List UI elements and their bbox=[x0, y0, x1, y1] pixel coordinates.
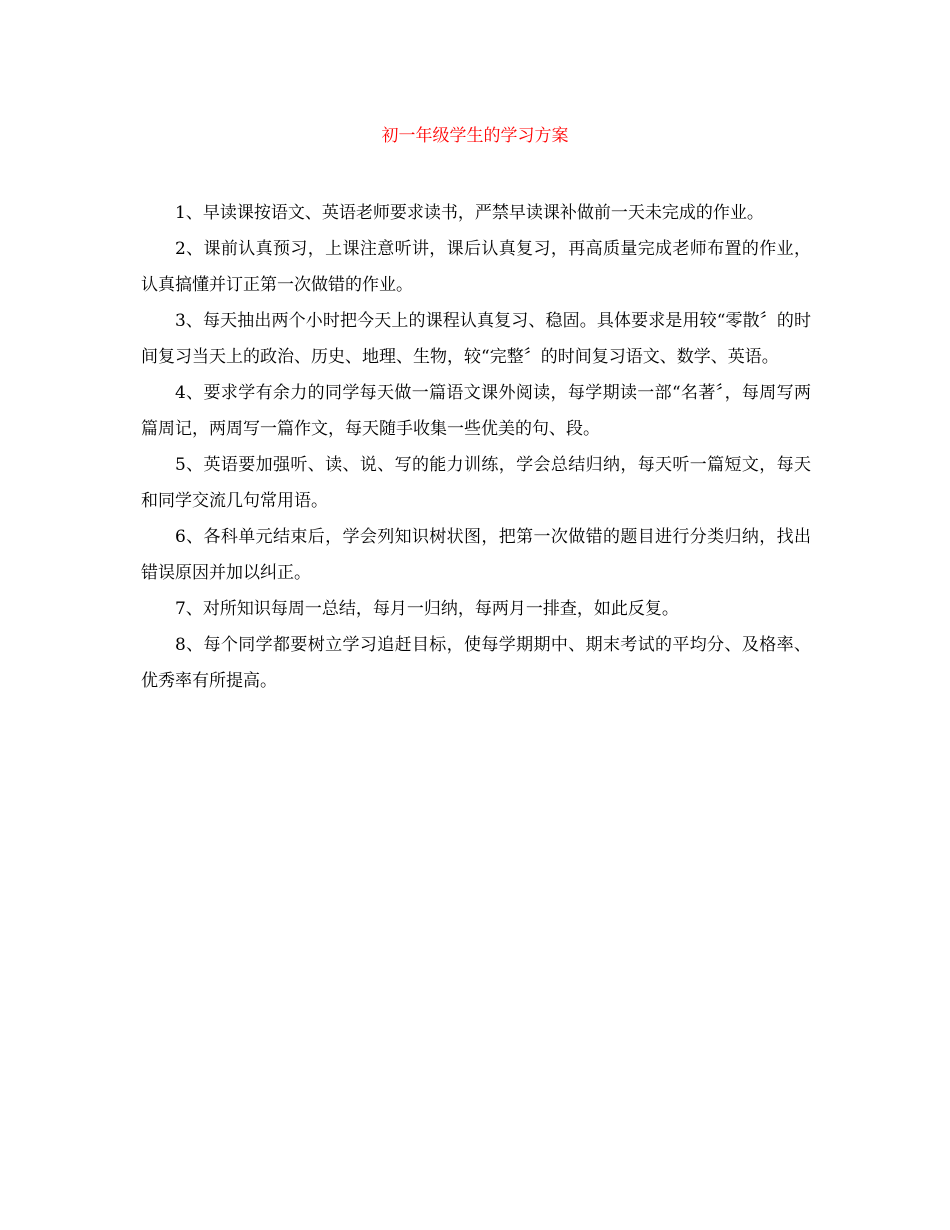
paragraph-4: 4、要求学有余力的同学每天做一篇语文课外阅读，每学期读一部“名著〞，每周写两篇周记，两周写一篇作文，每天随手收集一些优美的句、段。 bbox=[141, 383, 811, 439]
paragraph-7: 7、对所知识每周一总结，每月一归纳，每两月一排查，如此反复。 bbox=[175, 599, 679, 619]
document-title: 初一年级学生的学习方案 bbox=[381, 126, 569, 146]
paragraph-1: 1、早读课按语文、英语老师要求读书，严禁早读课补做前一天未完成的作业。 bbox=[175, 203, 764, 223]
paragraph-3: 3、每天抽出两个小时把今天上的课程认真复习、稳固。具体要求是用较“零散〞的时间复习当天上的政治、历史、地理、生物，较“完整〞的时间复习语文、数学、英语。 bbox=[141, 311, 811, 367]
document-body bbox=[141, 195, 811, 699]
paragraph-5: 5、英语要加强听、读、说、写的能力训练，学会总结归纳，每天听一篇短文，每天和同学交流几句常用语。 bbox=[141, 455, 811, 511]
paragraph-2: 2、课前认真预习，上课注意听讲，课后认真复习，再高质量完成老师布置的作业，认真搞懂并订正第一次做错的作业。 bbox=[141, 239, 811, 295]
paragraph-6: 6、各科单元结束后，学会列知识树状图，把第一次做错的题目进行分类归纳，找出错误原因并加以纠正。 bbox=[141, 527, 811, 583]
paragraph-8: 8、每个同学都要树立学习追赶目标，使每学期期中、期末考试的平均分、及格率、优秀率有所提高。 bbox=[141, 635, 811, 691]
